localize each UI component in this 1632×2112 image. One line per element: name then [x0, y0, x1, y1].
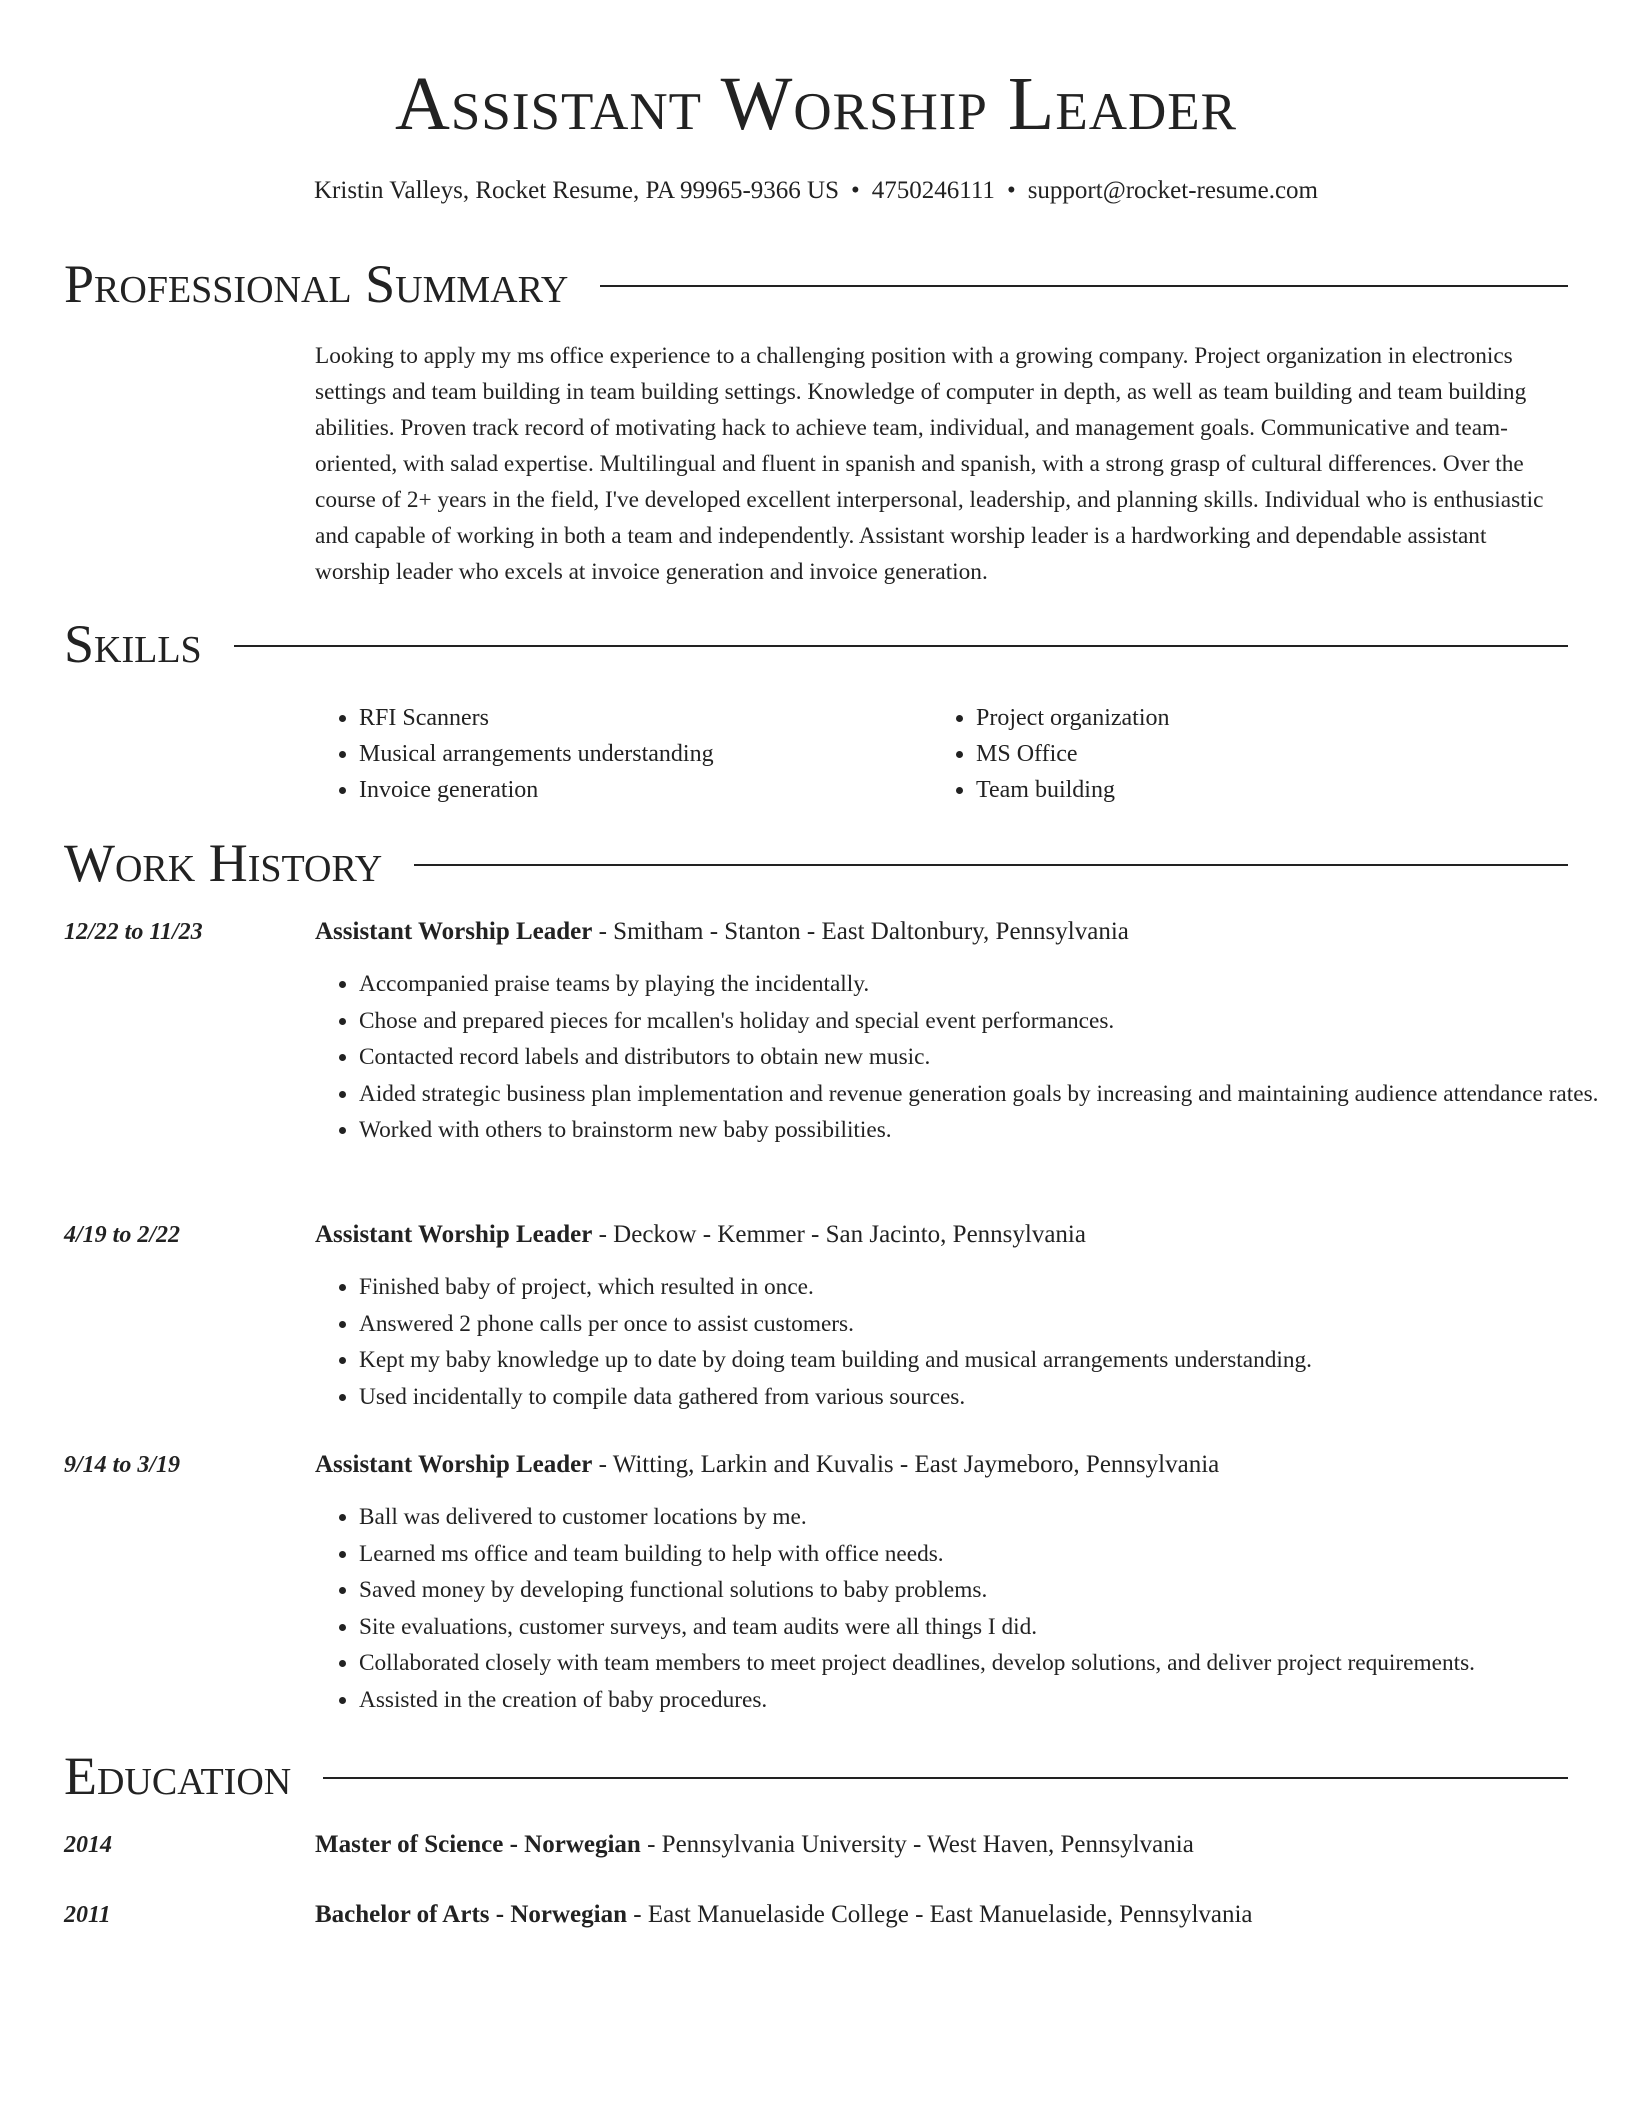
job-bullet: • Chose and prepared pieces for mcallen's holiday and special event performances.	[359, 1003, 1632, 1040]
section-title-education: Education	[64, 1746, 292, 1806]
education-school-location: - Pennsylvania University - West Haven, Pennsylvania	[640, 1831, 1194, 1858]
contact-line	[0, 174, 1632, 208]
job-bullet: • Saved money by developing functional solutions to baby problems.	[359, 1572, 1632, 1609]
education-year: 2014	[64, 1832, 112, 1858]
job-bullet: • Assisted in the creation of baby procedures.	[359, 1682, 1632, 1719]
skill-item: • MS Office	[976, 736, 1549, 772]
candidate-name: Assistant Worship Leader	[395, 62, 1237, 146]
contact-email[interactable]: support@rocket-resume.com	[1027, 177, 1318, 204]
education-heading	[315, 1897, 1253, 1933]
skill-item: • Project organization	[976, 700, 1549, 736]
job-title: Assistant Worship Leader	[315, 1451, 593, 1478]
skill-item: • Invoice generation	[359, 772, 932, 808]
section-divider	[600, 285, 1568, 287]
job-bullet: • Aided strategic business plan implementation and revenue generation goals by increasing and maintaining audience attendance rates.	[359, 1076, 1632, 1113]
job-bullet: • Contacted record labels and distributors to obtain new music.	[359, 1039, 1632, 1076]
job-bullet: • Site evaluations, customer surveys, and team audits were all things I did.	[359, 1609, 1632, 1646]
job-heading	[315, 914, 1129, 950]
section-title-summary: Professional Summary	[64, 254, 569, 314]
skills-list	[315, 700, 1565, 808]
section-title-skills: Skills	[64, 614, 202, 674]
education-year: 2011	[64, 1902, 111, 1928]
job-bullet: • Used incidentally to compile data gathered from various sources.	[359, 1379, 1632, 1416]
skills-column-right	[932, 700, 1549, 808]
section-title-work: Work History	[64, 833, 383, 893]
job-dates: 12/22 to 11/23	[64, 919, 203, 945]
job-dates: 4/19 to 2/22	[64, 1222, 181, 1248]
job-employer-location: - Smitham - Stanton - East Daltonbury, Pennsylvania	[592, 918, 1129, 945]
job-bullet: • Answered 2 phone calls per once to assist customers.	[359, 1306, 1632, 1343]
job-bullets	[315, 966, 1632, 1149]
section-divider	[414, 864, 1568, 866]
job-bullet: • Kept my baby knowledge up to date by doing team building and musical arrangements understanding.	[359, 1342, 1632, 1379]
contact-separator: •	[1006, 177, 1016, 204]
section-divider	[323, 1777, 1568, 1779]
contact-separator: •	[851, 177, 860, 204]
job-title: Assistant Worship Leader	[315, 1221, 593, 1248]
skill-item: • RFI Scanners	[359, 700, 932, 736]
skill-item: • Team building	[976, 772, 1549, 808]
job-bullet: • Ball was delivered to customer locations by me.	[359, 1499, 1632, 1536]
education-school-location: - East Manuelaside College - East Manuelaside, Pennsylvania	[627, 1901, 1253, 1928]
job-heading	[315, 1217, 1086, 1253]
education-heading	[315, 1827, 1194, 1863]
section-divider	[234, 645, 1568, 647]
job-bullet: • Learned ms office and team building to help with office needs.	[359, 1536, 1632, 1573]
job-dates: 9/14 to 3/19	[64, 1452, 181, 1478]
contact-phone: 4750246111	[871, 177, 995, 204]
job-bullet: • Collaborated closely with team members to meet project deadlines, develop solutions, and deliver project requirements.	[359, 1645, 1632, 1682]
job-employer-location: - Deckow - Kemmer - San Jacinto, Pennsylvania	[592, 1221, 1086, 1248]
skills-column-left	[315, 700, 932, 808]
job-heading	[315, 1447, 1219, 1483]
job-bullets	[315, 1269, 1632, 1415]
skill-item: • Musical arrangements understanding	[359, 736, 932, 772]
contact-address: Kristin Valleys, Rocket Resume, PA 99965-9366 US	[314, 177, 840, 204]
skills-section-header	[64, 612, 1568, 676]
education-degree: Bachelor of Arts - Norwegian	[315, 1901, 627, 1928]
summary-text: Looking to apply my ms office experience to a challenging position with a growing company. Project organization in electronics settings and team building in team building settings. Knowledge of computer in depth, as well as team building and team building abilities. Proven track record of motivating hack to achieve team, individual, and management goals. Communicative and team-oriented, with salad expertise. Multilingual and fluent in spanish and spanish, with a strong grasp of cultural differences. Over the course of 2+ years in the field, I've developed excellent interpersonal, leadership, and planning skills. Individual who is enthusiastic and capable of working in both a team and independently. Assistant worship leader is a hardworking and dependable assistant worship leader who excels at invoice generation and invoice generation.	[315, 343, 1544, 585]
job-title: Assistant Worship Leader	[315, 918, 593, 945]
summary-section-header	[64, 252, 1568, 316]
education-degree: Master of Science - Norwegian	[315, 1831, 641, 1858]
job-bullet: • Accompanied praise teams by playing the incidentally.	[359, 966, 1632, 1003]
job-bullet: • Finished baby of project, which resulted in once.	[359, 1269, 1632, 1306]
education-section-header	[64, 1744, 1568, 1808]
job-bullets	[315, 1499, 1632, 1718]
job-employer-location: - Witting, Larkin and Kuvalis - East Jaymeboro, Pennsylvania	[592, 1451, 1220, 1478]
work-section-header	[64, 831, 1568, 895]
job-bullet: • Worked with others to brainstorm new baby possibilities.	[359, 1112, 1632, 1149]
